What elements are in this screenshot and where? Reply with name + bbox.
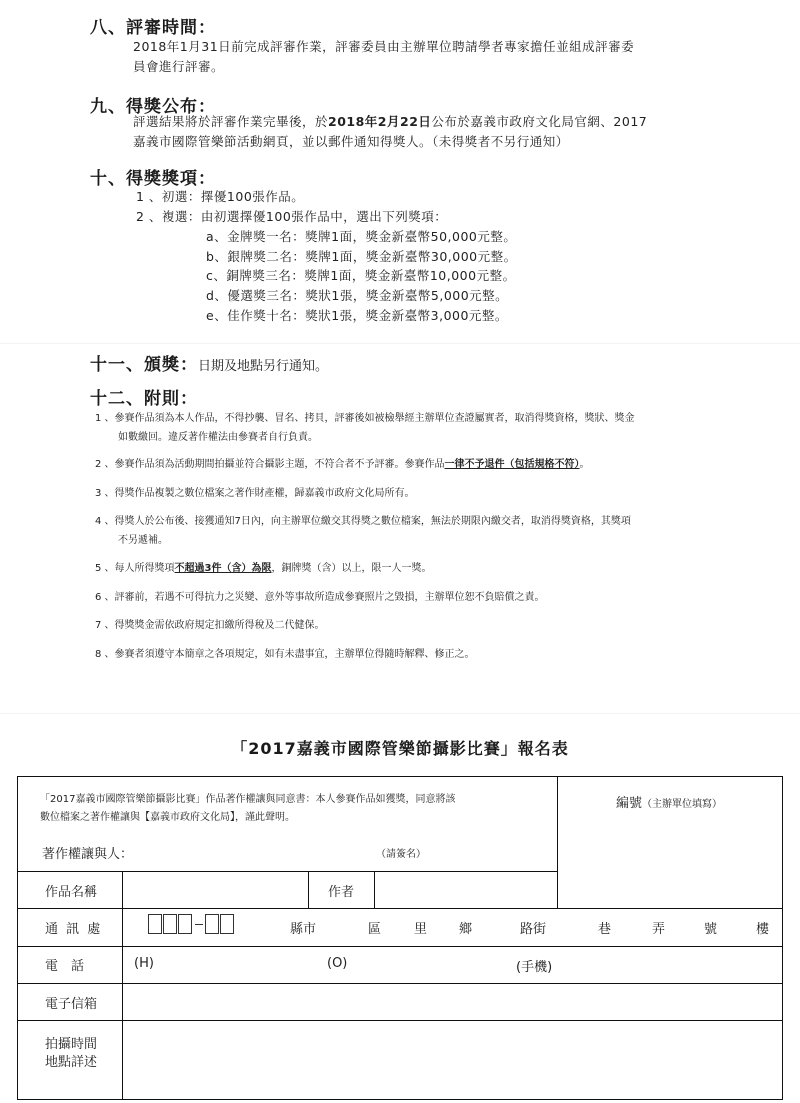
rule-8: 8 、參賽者須遵守本簡章之各項規定，如有未盡事宜，主辦單位得隨時解釋、修正之。 <box>95 649 475 660</box>
postal-dash <box>195 924 203 925</box>
rule-5: 5 、每人所得獎項不超過3件（含）為限，銅牌獎（含）以上，限一人一獎。 <box>95 563 432 574</box>
rule-6: 6 、評審前，若遇不可得抗力之災變、意外等事故所造成參賽照片之毀損，主辦單位恕不負賠償之責。 <box>95 592 545 603</box>
assignor-signature-field[interactable] <box>178 843 398 861</box>
phone-office-label: (O) <box>327 956 348 971</box>
postal-digit-box[interactable] <box>220 914 234 934</box>
phone-label: 電 話 <box>45 959 85 974</box>
section-8-line-2: 員會進行評審。 <box>133 59 225 74</box>
address-floor: 樓 <box>756 922 770 937</box>
phone-mobile-label: (手機) <box>516 960 553 975</box>
award-limit-note: 不超過3件（含）為限 <box>174 563 272 574</box>
award-silver: b、銀牌獎二名：獎牌1面，獎金新臺幣30,000元整。 <box>206 249 517 264</box>
postal-digit-box[interactable] <box>163 914 177 934</box>
registration-form <box>17 776 783 1100</box>
work-name-label: 作品名稱 <box>45 885 98 900</box>
phone-mobile-field[interactable] <box>563 952 775 978</box>
address-district: 區 <box>368 922 382 937</box>
scan-divider <box>0 713 800 714</box>
selection-item-2: 2 、複選：由初選擇優100張作品中，選出下列獎項： <box>136 209 448 224</box>
no-return-note: 一律不予退件（包括規格不符） <box>444 459 580 470</box>
serial-number-field[interactable] <box>563 817 777 903</box>
rule-7: 7 、得獎獎金需依政府規定扣繳所得稅及二代健保。 <box>95 620 325 631</box>
announce-date: 2018年2月22日 <box>328 114 432 129</box>
work-name-field[interactable] <box>128 877 302 903</box>
consent-line-1: 「2017嘉義市國際管樂節攝影比賽」作品著作權讓與同意書：本人參賽作品如獲獎，同意將該 <box>40 794 456 805</box>
section-12-heading: 十二、附則： <box>90 389 198 409</box>
section-8-heading: 八、評審時間： <box>90 18 216 38</box>
section-9-line-1: 評選結果將於評審作業完畢後，於2018年2月22日公布於嘉義市政府文化局官網、2017 <box>133 114 648 129</box>
section-10-heading: 十、得獎獎項： <box>90 169 216 189</box>
phone-home-label: (H) <box>134 956 154 971</box>
award-gold: a、金牌獎一名：獎牌1面，獎金新臺幣50,000元整。 <box>206 229 517 244</box>
award-honorable: e、佳作獎十名：獎狀1張，獎金新臺幣3,000元整。 <box>206 308 508 323</box>
rule-2: 2 、參賽作品須為活動期間拍攝並符合攝影主題，不符合者不予評審。參賽作品一律不予退件（包括規格不符）。 <box>95 459 590 470</box>
address-road-street: 路街 <box>520 922 547 937</box>
shoot-details-field[interactable] <box>128 1027 776 1093</box>
assignor-label: 著作權讓與人： <box>42 847 134 862</box>
section-11-heading: 十一、頒獎：日期及地點另行通知。 <box>90 355 329 375</box>
phone-home-field[interactable] <box>158 952 318 978</box>
section-9-heading: 九、得獎公布： <box>90 97 216 117</box>
selection-item-1: 1 、初選：擇優100張作品。 <box>136 189 305 204</box>
rule-1-line-2: 如數繳回。違反著作權法由參賽者自行負責。 <box>118 432 318 443</box>
rule-4-line-2: 不另遞補。 <box>118 535 168 546</box>
address-number: 號 <box>704 922 718 937</box>
address-county-city: 縣市 <box>290 922 317 937</box>
postal-digit-box[interactable] <box>148 914 162 934</box>
email-field[interactable] <box>128 989 776 1015</box>
author-field[interactable] <box>380 877 554 903</box>
signature-hint: （請簽名） <box>376 849 426 860</box>
rule-1-line-1: 1 、參賽作品須為本人作品，不得抄襲、冒名、拷貝，評審後如被檢舉經主辦單位查證屬實者，取消得獎資格，獎狀、獎金 <box>95 413 635 424</box>
consent-line-2: 數位檔案之著作權讓與【嘉義市政府文化局】，謹此聲明。 <box>40 812 295 823</box>
address-lane: 巷 <box>598 922 612 937</box>
award-bronze: c、銅牌獎三名：獎牌1面，獎金新臺幣10,000元整。 <box>206 268 516 283</box>
address-township: 鄉 <box>459 922 473 937</box>
author-label: 作者 <box>328 885 355 900</box>
phone-office-field[interactable] <box>352 952 512 978</box>
section-9-line-2: 嘉義市國際管樂節活動網頁，並以郵件通知得獎人。（未得獎者不另行通知） <box>133 134 569 149</box>
email-label: 電子信箱 <box>45 997 98 1012</box>
shoot-location-label: 地點詳述 <box>45 1055 98 1070</box>
address-village: 里 <box>414 922 428 937</box>
rule-4-line-1: 4 、得獎人於公布後、接獲通知7日內，向主辦單位繳交其得獎之數位檔案，無法於期限內繳交者，取消得獎資格，其獎項 <box>95 516 631 527</box>
rule-3: 3 、得獎作品複製之數位檔案之著作財產權，歸嘉義市政府文化局所有。 <box>95 488 415 499</box>
award-ceremony-note: 日期及地點另行通知。 <box>198 359 329 374</box>
serial-number-label: 編號（主辦單位填寫） <box>616 796 723 811</box>
postal-digit-box[interactable] <box>178 914 192 934</box>
award-merit: d、優選獎三名：獎狀1張，獎金新臺幣5,000元整。 <box>206 288 509 303</box>
section-8-line-1: 2018年1月31日前完成評審作業，評審委員由主辦單位聘請學者專家擔任並組成評審委 <box>133 39 635 54</box>
serial-number-note: （主辦單位填寫） <box>642 799 723 810</box>
postal-code-boxes[interactable] <box>148 914 235 934</box>
postal-digit-box[interactable] <box>205 914 219 934</box>
address-alley: 弄 <box>652 922 666 937</box>
scan-divider <box>0 343 800 344</box>
shoot-time-label: 拍攝時間 <box>45 1037 98 1052</box>
address-label: 通 訊 處 <box>45 922 103 937</box>
form-title: 「2017嘉義市國際管樂節攝影比賽」報名表 <box>231 739 569 758</box>
